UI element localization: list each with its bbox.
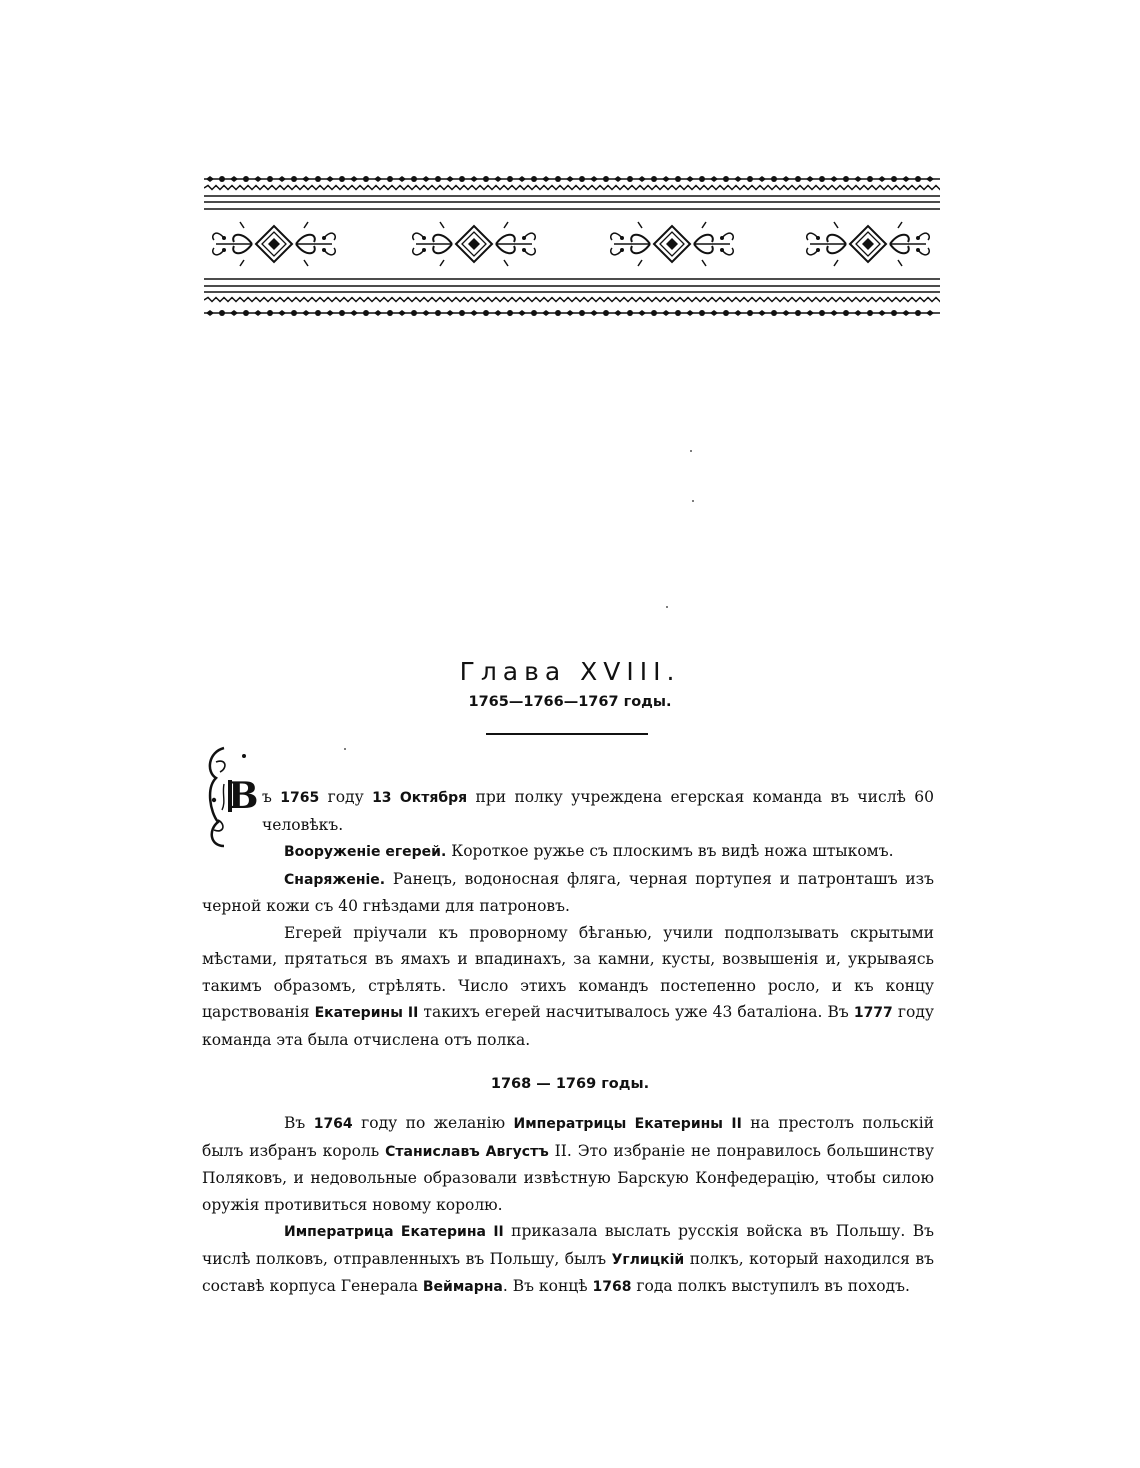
text-run: II. Это избраніе не понравилось большинству Поляковъ, и недовольные образовали извѣстную Барскую Конфедерацію, чтобы силою оружія противиться новому королю. bbox=[202, 1141, 934, 1214]
ornament-top-bands bbox=[204, 176, 940, 209]
paragraph-jaeger-team bbox=[202, 784, 934, 838]
drop-cap-letter: В bbox=[228, 775, 259, 817]
print-speck bbox=[344, 748, 346, 750]
text-run: приказала выслать русскія войска въ Польшу. Въ числѣ полковъ, отправленныхъ въ Польшу, былъ bbox=[202, 1222, 934, 1268]
ornament-motif bbox=[413, 222, 536, 266]
bold-run: Снаряженіе. bbox=[284, 871, 386, 888]
paragraph-polish-throne bbox=[202, 1110, 934, 1218]
ornament-motif bbox=[807, 222, 930, 266]
ornament-motif bbox=[213, 222, 336, 266]
bold-run: Екатерины II bbox=[314, 1005, 419, 1021]
text-run: Егерей пріучали къ проворному бѣганью, учили подползывать скрытыми мѣстами, прятаться въ ямахъ и впадинахъ, за камни, кусты, возвышенія и, укрываясь такимъ образомъ, стрѣлять. Число этихъ командъ постепенно росло, и къ концу царствованія bbox=[202, 923, 934, 1021]
print-speck bbox=[690, 450, 692, 452]
text-run: . Въ концѣ bbox=[502, 1277, 593, 1295]
bold-run: Императрицы Екатерины II bbox=[513, 1116, 742, 1132]
bold-run: Вооруженіе егерей. bbox=[284, 844, 447, 860]
years-heading-1768-1769: 1768 — 1769 годы. bbox=[490, 1076, 650, 1092]
bold-run: Станиславъ Августъ bbox=[385, 1143, 549, 1160]
ornament-motif bbox=[611, 222, 734, 266]
paragraph-armament bbox=[202, 838, 934, 866]
print-speck bbox=[666, 606, 668, 608]
bold-run: Императрица Екатерина II bbox=[284, 1224, 504, 1240]
paragraph-training bbox=[202, 920, 934, 1054]
title-divider bbox=[486, 733, 648, 735]
paragraph-troops-to-poland bbox=[202, 1218, 934, 1301]
text-run: такихъ егерей насчитывалось уже 43 баталіона. Въ bbox=[418, 1003, 854, 1021]
decorative-header-ornament bbox=[204, 168, 940, 326]
text-run: году bbox=[319, 788, 373, 806]
text-run: при полку учреждена егерская команда въ числѣ 60 человѣкъ. bbox=[262, 788, 934, 834]
print-speck bbox=[692, 500, 694, 502]
bold-run: 1765 bbox=[280, 790, 320, 806]
chapter-title: Глава XVIII. bbox=[459, 656, 681, 686]
text-run: году команда эта была отчислена отъ полка. bbox=[202, 1003, 934, 1049]
ornament-middle-motifs bbox=[213, 222, 930, 266]
years-heading-1765-1767: 1765—1766—1767 годы. bbox=[468, 694, 672, 710]
text-run: году по желанію bbox=[352, 1114, 514, 1132]
paragraph-equipment bbox=[202, 866, 934, 920]
text-run: Ранецъ, водоносная фляга, черная портупея и патронташъ изъ черной кожи съ 40 гнѣздами для патроновъ. bbox=[202, 869, 934, 915]
bold-run: 1777 bbox=[853, 1005, 893, 1021]
text-run: ъ bbox=[262, 788, 281, 806]
bold-run: 1764 bbox=[313, 1116, 353, 1132]
bold-run: Веймарна bbox=[422, 1279, 503, 1295]
ornament-bottom-bands bbox=[204, 279, 940, 316]
bold-run: 1768 bbox=[592, 1279, 632, 1295]
text-run: Въ bbox=[284, 1114, 314, 1132]
section-1765-1767 bbox=[202, 784, 934, 1053]
text-run: на престолъ польскій былъ избранъ король bbox=[202, 1114, 934, 1160]
section-1768-1769 bbox=[202, 1110, 934, 1301]
text-run: полкъ, который находился въ составѣ корпуса Генерала bbox=[202, 1249, 934, 1295]
bold-run: Углицкій bbox=[611, 1251, 685, 1268]
text-run: Короткое ружье съ плоскимъ въ видѣ ножа штыкомъ. bbox=[446, 842, 894, 860]
bold-run: 13 Октября bbox=[372, 790, 468, 806]
text-run: года полкъ выступилъ въ походъ. bbox=[631, 1277, 910, 1295]
